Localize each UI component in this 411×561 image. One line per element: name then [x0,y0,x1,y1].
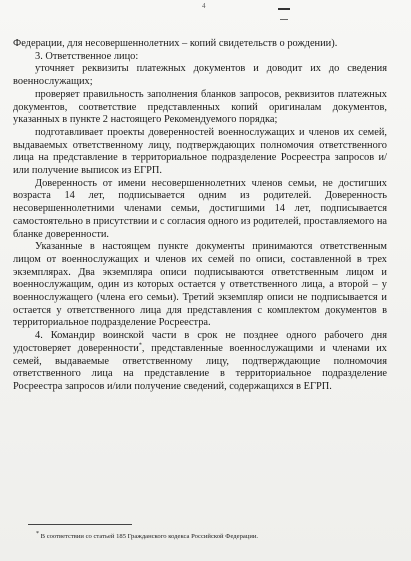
section-heading: 3. Ответственное лицо: [35,50,139,62]
paragraph: подготавливает проекты доверенностей военнослужащих и членов их семей, выдаваемых ответственному лицу, подтверждающих полномочия ответственного лица на представление в территориальное подразделение Росреестра запросов и/или получение выписок из ЕГРП. [13,126,387,177]
paragraph: Федерации, для несовершеннолетних – копий свидетельств о рождении). [13,38,338,49]
body-text [13,38,387,394]
corner-mark-small [280,19,288,20]
paragraph: проверяет правильность заполнения бланков запросов, реквизитов платежных документов, соответствие представленных копий оригиналам документов, указанных в пункте 2 настоящего Рекомендуемого порядка; [13,88,387,126]
footnote-text: В соответствии со статьей 185 Гражданского кодекса Российской Федерации. [39,533,259,540]
footnote-separator [28,524,132,525]
paragraph: уточняет реквизиты платежных документов и доводит их до сведения военнослужащих; [13,63,387,88]
paragraph-commander [13,330,387,394]
paragraph: Указанные в настоящем пункте документы принимаются ответственным лицом от военнослужащих и членов их семей по описи, составленной в трех экземплярах. Два экземпляра описи подписываются ответственным лицом и военнослужащим, один из которых остается у ответственного лица, а второй – у военнослужащего (члена его семьи). Третий экземпляр описи не подписывается и остается у ответственного лица для представления с комплектом документов в территориальное подразделение Росреестра. [13,241,387,329]
footnote-mark: * [36,530,39,537]
paragraph-text: 4. Командир воинской части в срок не позднее одного рабочего дня удостоверяет доверенности [13,330,387,354]
footnote-reference[interactable]: * [138,342,142,349]
paragraph: Доверенность от имени несовершеннолетних членов семьи, не достигших возраста 14 лет, подписывается одним из родителей. Доверенность несовершеннолетними членами семьи, достигшими 14 лет, подписывается самостоятельно в присутствии и с согласия одного из родителей, проставляемого на бланке доверенности. [13,177,387,240]
corner-mark [278,8,290,10]
footnote [36,530,376,541]
page-number: 4 [202,2,206,10]
paragraph-text: , представленные военнослужащими и членами их семей, выдаваемые ответственному лицу, подтверждающие полномочия ответственного лица на представление в территориальное подразделение Росреестра запросов и/или получение сведений, содержащихся в ЕГРП. [13,342,387,392]
